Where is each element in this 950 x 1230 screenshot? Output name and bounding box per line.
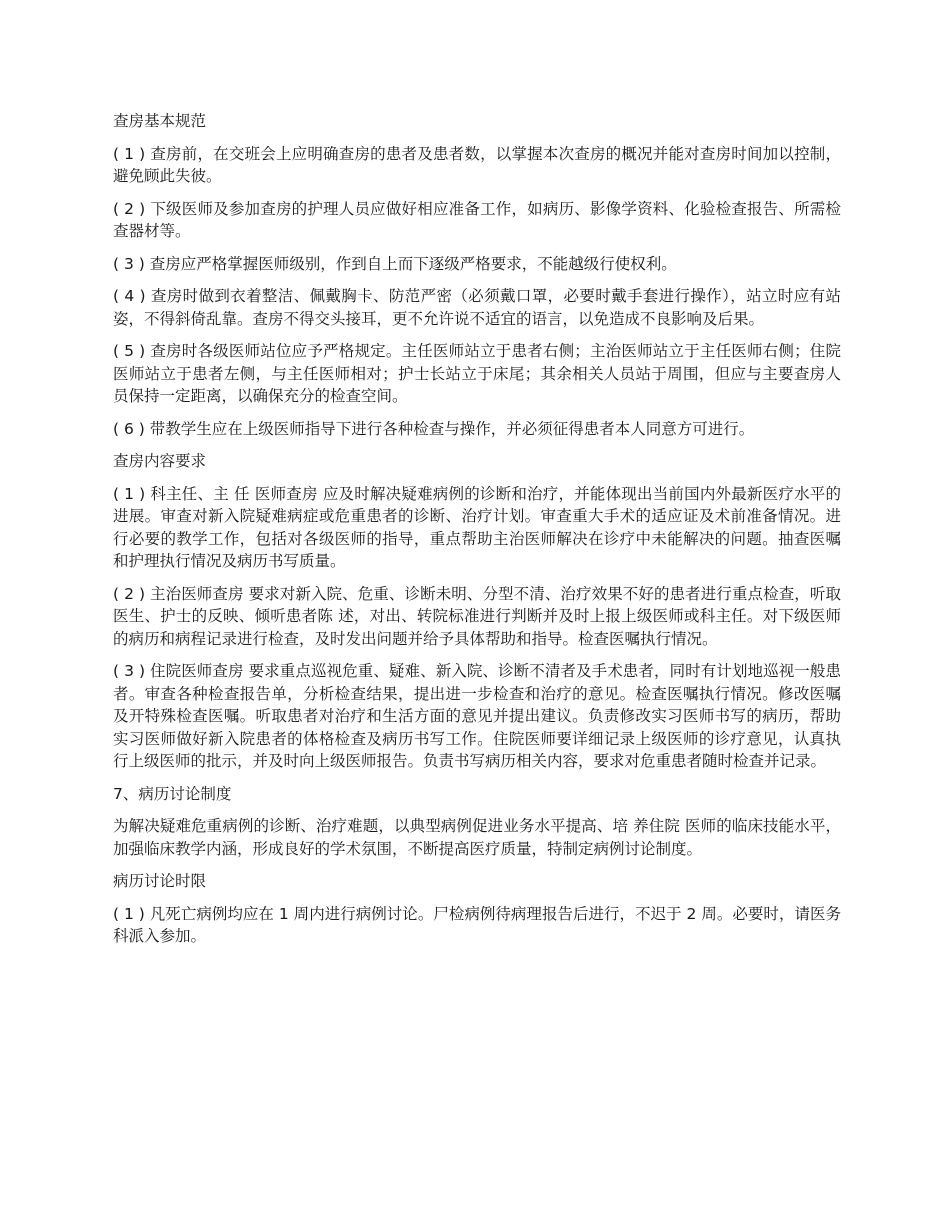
paragraph: ( 1 ) 科主任、主 任 医师查房 应及时解决疑难病例的诊断和治疗，并能体现出当前国内外最新医疗水平的进展。审查对新入院疑难病症或危重患者的诊断、治疗计划。审查重大手术的适应证及术前准备情况。进行必要的教学工作，包括对各级医师的指导，重点帮助主治医师解决在诊疗中未能解决的问题。抽查医嘱和护理执行情况及病历书写质量。 <box>113 484 841 570</box>
paragraph: ( 3 ) 住院医师查房 要求重点巡视危重、疑难、新入院、诊断不清者及手术患者，同时有计划地巡视一般患者。审查各种检查报告单，分析检查结果，提出进一步检查和治疗的意见。检查医嘱执行情况。修改医嘱及开特殊检查医嘱。听取患者对治疗和生活方面的意见并提出建议。负责修改实习医师书写的病历，帮助实习医师做好新入院患者的体格检查及病历书写工作。住院医师要详细记录上级医师的诊疗意见，认真执行上级医师的批示，并及时向上级医师报告。负责书写病历相关内容，要求对危重患者随时检查并记录。 <box>113 662 841 770</box>
document-page <box>113 110 841 958</box>
paragraph: ( 1 ) 凡死亡病例均应在 1 周内进行病例讨论。尸检病例待病理报告后进行，不迟于 2 周。必要时，请医务科派入参加。 <box>113 904 841 945</box>
paragraph: ( 1 ) 查房前，在交班会上应明确查房的患者及患者数，以掌握本次查房的概况并能对查房时间加以控制，避免顾此失彼。 <box>113 144 841 185</box>
paragraph: ( 6 ) 带教学生应在上级医师指导下进行各种检查与操作，并必须征得患者本人同意方可进行。 <box>113 419 755 438</box>
paragraph: ( 2 ) 下级医师及参加查房的护理人员应做好相应准备工作，如病历、影像学资料、化验检查报告、所需检查器材等。 <box>113 199 841 240</box>
paragraph: ( 4 ) 查房时做到衣着整洁、佩戴胸卡、防范严密（必须戴口罩，必要时戴手套进行操作），站立时应有站姿，不得斜倚乱靠。查房不得交头接耳，更不允许说不适宜的语言，以免造成不良影响及后果。 <box>113 287 841 328</box>
paragraph: ( 3 ) 查房应严格掌握医师级别，作到自上而下逐级严格要求，不能越级行使权利。 <box>113 254 677 273</box>
paragraph: 为解决疑难危重病例的诊断、治疗难题，以典型病例促进业务水平提高、培 养住院 医师的临床技能水平，加强临床教学内涵，形成良好的学术氛围，不断提高医疗质量，特制定病例讨论制度。 <box>113 817 841 858</box>
paragraph: ( 2 ) 主治医师查房 要求对新入院、危重、诊断未明、分型不清、治疗效果不好的患者进行重点检查，听取医生、护士的反映、倾听患者陈 述，对出、转院标准进行判断并及时上报上级医师或科主任。对下级医师的病历和病程记录进行检查，及时发出问题并给予具体帮助和指导。检查医嘱执行情况。 <box>113 584 841 648</box>
paragraph: ( 5 ) 查房时各级医师站位应予严格规定。主任医师站立于患者右侧；主治医师站立于主任医师右侧；住院医师站立于患者左侧，与主任医师相对；护士长站立于床尾；其余相关人员站于周围，但应与主要查房人员保持一定距离，以确保充分的检查空间。 <box>113 342 841 405</box>
section-heading: 病历讨论时限 <box>113 872 207 890</box>
section-heading: 查房内容要求 <box>113 452 207 470</box>
section-heading: 7、病历讨论制度 <box>113 784 232 803</box>
section-heading: 查房基本规范 <box>113 112 207 130</box>
